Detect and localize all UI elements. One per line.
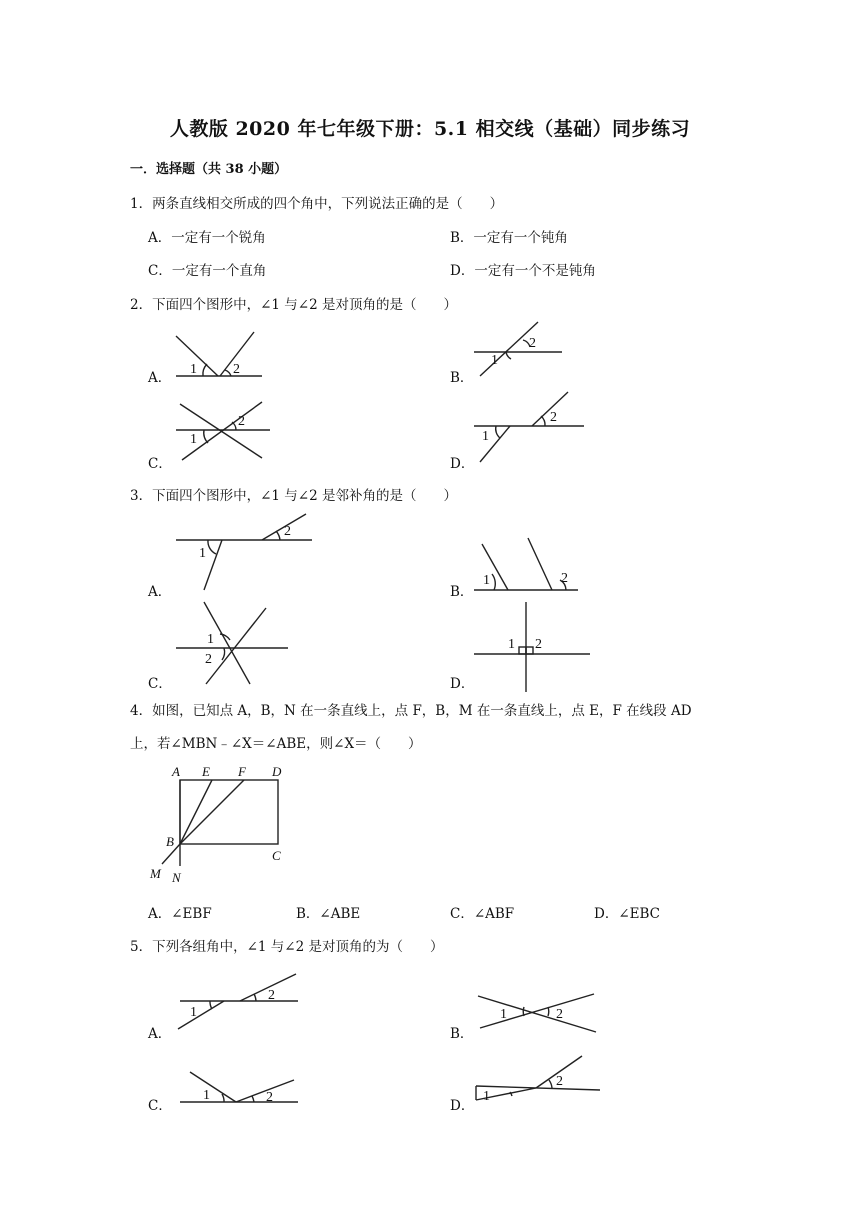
q5c-angle-2: 2 [266, 1090, 273, 1105]
q2-option-c-label[interactable]: C． [148, 456, 172, 472]
q2-option-b-label[interactable]: B． [450, 370, 474, 386]
q3b-angle-1: 1 [483, 573, 490, 588]
q4-point-a: A [172, 764, 180, 779]
q5-option-a-label[interactable]: A． [148, 1026, 172, 1042]
q5a-angle-1: 1 [190, 1005, 197, 1020]
q4-point-m: M [150, 866, 161, 881]
q2-option-d-label[interactable]: D． [450, 456, 475, 472]
q3a-angle-2: 2 [284, 524, 291, 539]
question-5-stem: 5．下列各组角中，∠1 与∠2 是对顶角的为（ ） [130, 939, 444, 955]
q2c-angle-1: 1 [190, 432, 197, 447]
q5d-angle-1: 1 [483, 1089, 490, 1104]
q5a-angle-2: 2 [268, 988, 275, 1003]
q3c-angle-2: 2 [205, 652, 212, 667]
q5c-angle-1: 1 [203, 1088, 210, 1103]
question-3-stem: 3．下面四个图形中，∠1 与∠2 是邻补角的是（ ） [130, 488, 457, 504]
q3a-angle-1: 1 [199, 546, 206, 561]
q5b-angle-2: 2 [556, 1007, 563, 1022]
q3c-angle-1: 1 [207, 632, 214, 647]
question-4-option-a[interactable]: A．∠EBF [148, 906, 212, 922]
q3d-angle-2: 2 [535, 637, 542, 652]
q4-point-n: N [172, 870, 181, 885]
q3b-angle-2: 2 [561, 571, 568, 586]
q2a-angle-1: 1 [190, 362, 197, 377]
question-1-option-b[interactable]: B．一定有一个钝角 [450, 230, 568, 246]
q3-option-a-label[interactable]: A． [148, 584, 172, 600]
q3-option-d-label[interactable]: D． [450, 676, 475, 692]
q2b-angle-1: 1 [491, 353, 498, 368]
q3d-angle-1: 1 [508, 637, 515, 652]
q5b-angle-1: 1 [500, 1007, 507, 1022]
q4-point-e: E [202, 764, 210, 779]
q4-point-d: D [272, 764, 282, 779]
q2c-angle-2: 2 [238, 414, 245, 429]
question-4-stem-line-2: 上，若∠MBN﹣∠X＝∠ABE，则∠X＝（ ） [130, 736, 422, 752]
section-heading: 一．选择题（共 38 小题） [130, 162, 288, 177]
q5-option-b-label[interactable]: B． [450, 1026, 474, 1042]
q4-point-f: F [238, 764, 246, 779]
question-1-stem: 1．两条直线相交所成的四个角中，下列说法正确的是（ ） [130, 196, 504, 212]
q3-option-c-label[interactable]: C． [148, 676, 172, 692]
q4-point-c: C [272, 848, 281, 863]
question-4-option-c[interactable]: C．∠ABF [450, 906, 515, 922]
q2b-angle-2: 2 [529, 336, 536, 351]
q4-point-b: B [166, 834, 174, 849]
question-2-stem: 2．下面四个图形中，∠1 与∠2 是对顶角的是（ ） [130, 297, 457, 313]
q5d-angle-2: 2 [556, 1074, 563, 1089]
question-4-option-d[interactable]: D．∠EBC [594, 906, 660, 922]
q2d-angle-1: 1 [482, 429, 489, 444]
question-1-option-d[interactable]: D．一定有一个不是钝角 [450, 263, 596, 279]
question-4-option-b[interactable]: B．∠ABE [296, 906, 361, 922]
q2d-angle-2: 2 [550, 410, 557, 425]
q3-option-b-label[interactable]: B． [450, 584, 474, 600]
question-4-stem-line-1: 4．如图，已知点 A，B，N 在一条直线上，点 F，B，M 在一条直线上，点 E，F 在线段 AD [130, 703, 692, 719]
q2-option-a-label[interactable]: A． [148, 370, 172, 386]
page-title: 人教版 2020 年七年级下册：5.1 相交线（基础）同步练习 [169, 118, 691, 140]
q5-option-d-label[interactable]: D． [450, 1098, 475, 1114]
question-1-option-c[interactable]: C．一定有一个直角 [148, 263, 267, 279]
question-1-option-a[interactable]: A．一定有一个锐角 [148, 230, 266, 246]
q5-option-c-label[interactable]: C． [148, 1098, 172, 1114]
q2a-angle-2: 2 [233, 362, 240, 377]
